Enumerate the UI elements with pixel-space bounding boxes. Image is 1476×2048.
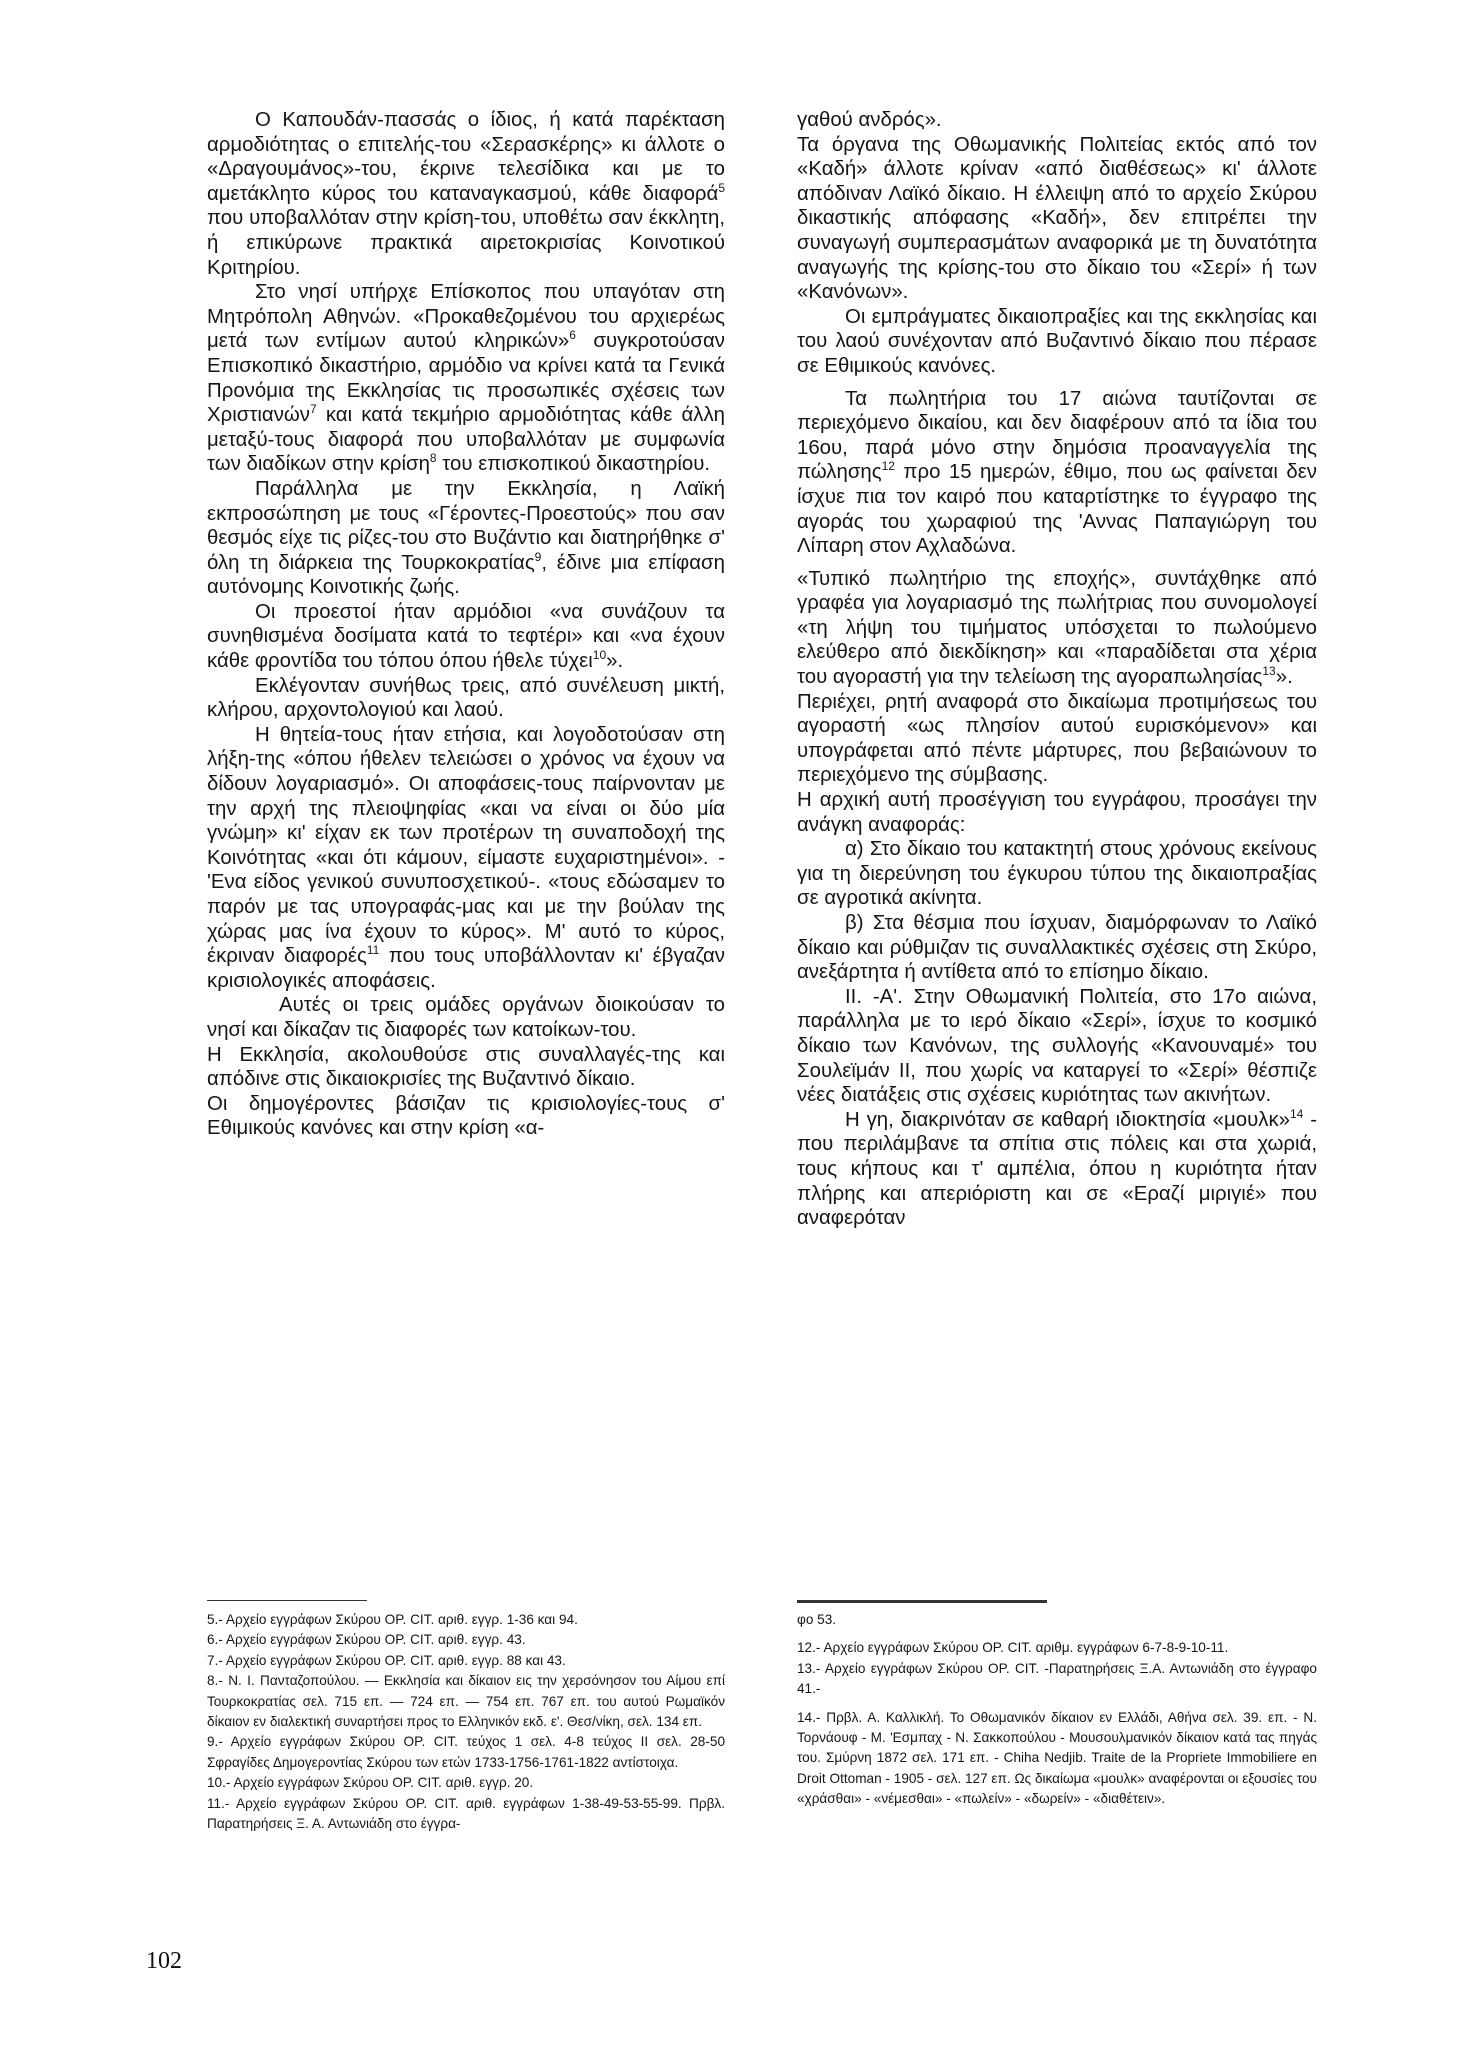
paragraph: Τα όργανα της Οθωμανικής Πολιτείας εκτός από τον «Καδή» άλλοτε κρίναν «από διαθέσεως» κι' άλλοτε απόδιναν Λαϊκό δίκαιο. Η έλλειψη από το αρχείο Σκύρου δικαστικής απόφασης «Καδή», δεν επιτρέπει την συναγωγή συμπερασμάτων αναφορικά με τη δυνατότητα αναγωγής της κρίσης-του στο δίκαιο του «Σερί» ή των «Κανόνων». <box>797 133 1317 304</box>
paragraph: Ο Καπουδάν-πασσάς ο ίδιος, ή κατά παρέκταση αρμοδιότητας ο επιτελής-του «Σερασκέρης» κι άλλοτε ο «Δραγουμάνος»-του, έκρινε τελεσίδικα και με το αμετάκλητο κύρος του καταναγκασμού, κάθε διαφορά$^5$ που υποβαλλόταν στην κρίση-του, υποθέτω σαν έκκλητη, ή επικύρωνε πρακτικά αιρετοκρισίας Κοινοτικού Κριτηρίου. <box>207 109 725 279</box>
paragraph: Οι εμπράγματες δικαιοπραξίες και της εκκλησίας και του λαού συνέχονταν από Βυζαντινό δίκαιο που πέρασε σε Εθιμικούς κανόνες. <box>797 305 1317 377</box>
footnote-divider <box>797 1600 1047 1603</box>
footnote: 10.- Αρχείο εγγράφων Σκύρου ΟΡ. CIT. αριθ. εγγρ. 20. <box>207 1775 534 1791</box>
paragraph: β) Στα θέσμια που ίσχυαν, διαμόρφωναν το Λαϊκό δίκαιο και ρύθμιζαν τις συναλλακτικές σχέσεις στη Σκύρο, ανεξάρτητα ή αντίθετα από το επίσημο δίκαιο. <box>797 912 1317 984</box>
paragraph: Αυτές οι τρεις ομάδες οργάνων διοικούσαν το νησί και δίκαζαν τις διαφορές των κατοίκων-του. <box>207 994 725 1041</box>
left-column <box>207 108 725 1141</box>
footnote: 5.- Αρχείο εγγράφων Σκύρου ΟΡ. CIT. αριθ. εγγρ. 1-36 και 94. <box>207 1612 578 1627</box>
footnote: 7.- Αρχείο εγγράφων Σκύρου ΟΡ. CIT. αριθ. εγγρ. 88 και 43. <box>207 1652 566 1668</box>
paragraph: Οι δημογέροντες βάσιζαν τις κρισιολογίες-τους σ' Εθιμικούς κανόνες και στην κρίση «α- <box>207 1092 725 1140</box>
paragraph: ΙΙ. -Α'. Στην Οθωμανική Πολιτεία, στο 17ο αιώνα, παράλληλα με το ιερό δίκαιο «Σερί», ίσχυε το κοσμικό δίκαιο των Κανόνων, της συλλογής «Κανουναμέ» του Σουλεϊμάν ΙΙ, που χωρίς να καταργεί το «Σερί» θέσπιζε νέες διατάξεις στις σχέσεις κυριότητας των ακινήτων. <box>797 985 1317 1107</box>
footnote: 13.- Αρχείο εγγράφων Σκύρου ΟΡ. CIT. -Παρατηρήσεις Ξ.Α. Αντωνιάδη στο έγγραφο 41.- <box>797 1660 1317 1697</box>
footnotes-left <box>207 1610 725 1834</box>
page-number: 102 <box>146 1948 182 1974</box>
paragraph: Περιέχει, ρητή αναφορά στο δικαίωμα προτιμήσεως του αγοραστή «ως πλησίον αυτού ευρισκόμενον» και υπογράφεται από πέντε μάρτυρες, που βεβαιώνουν το περιεχόμενο της σύμβασης. <box>797 690 1317 787</box>
footnote: 12.- Αρχείο εγγράφων Σκύρου ΟΡ. CIT. αριθμ. εγγράφων 6-7-8-9-10-11. <box>797 1640 1229 1656</box>
paragraph: α) Στο δίκαιο του κατακτητή στους χρόνους εκείνους για τη διερεύνηση του έγκυρου τύπου της δικαιοπραξίας σε αγροτικά ακίνητα. <box>797 838 1317 910</box>
footnote: 11.- Αρχείο εγγράφων Σκύρου ΟΡ. CIT. αριθ. εγγράφων 1-38-49-53-55-99. Πρβλ. Παρατηρήσεις Ξ. Α. Αντωνιάδη στο έγγρα- <box>207 1795 725 1832</box>
footnote-divider <box>207 1600 367 1601</box>
footnotes-right <box>797 1610 1317 1810</box>
footnote: 6.- Αρχείο εγγράφων Σκύρου ΟΡ. CIT. αριθ. εγγρ. 43. <box>207 1632 526 1648</box>
paragraph: Η αρχική αυτή προσέγγιση του εγγράφου, προσάγει την ανάγκη αναφοράς: <box>797 789 1317 836</box>
paragraph: Παράλληλα με την Εκκλησία, η Λαϊκή εκπροσώπηση με τους «Γέροντες-Προεστούς» που σαν θεσμός είχε τις ρίζες-του στο Βυζάντιο και διατηρήθηκε σ' όλη τη διάρκεια της Τουρκοκρατίας$^9$, έδινε μια επίφαση αυτόνομης Κοινοτικής ζωής. <box>207 477 725 599</box>
paragraph: Η θητεία-τους ήταν ετήσια, και λογοδοτούσαν στη λήξη-της «όπου ήθελεν τελειώσει ο χρόνος να έχουν να δίδουν λογαριασμό». Οι αποφάσεις-τους παίρνονταν με την αρχή της πλειοψηφίας «και να είναι οι δύο μία γνώμη» κι' είχαν εκ των προτέρων τη συναποδοχή της Κοινότητας «και ότι κάμουν, είμαστε ευχαριστημένοι». - 'Ενα είδος γενικού συνυποσχετικού-. «τους εδώσαμεν το παρόν με τας υπογραφάς-μας και με την βούλαν της χώρας μας ίνα έχουν το κύρος». Μ' αυτό το κύρος, έκριναν διαφορές$^{11}$ που τους υποβάλλονταν κι' έβγαζαν κρισιολογικές αποφάσεις. <box>207 723 725 992</box>
paragraph: Η Εκκλησία, ακολουθούσε στις συναλλαγές-της και απόδινε στις δικαιοκρισίες της Βυζαντινό δίκαιο. <box>207 1043 725 1091</box>
paragraph: Τα πωλητήρια του 17 αιώνα ταυτίζονται σε περιεχόμενο δικαίου, και δεν διαφέρουν από τα ίδια του 16ου, παρά μόνο στην δημόσια προαναγγελία της πώλησης$^{12}$ προ 15 ημερών, έθιμο, που ως φαίνεται δεν ίσχυε πια τον καιρό που καταρτίστηκε το έγγραφο της αγοράς του χωραφιού της 'Αννας Παπαγιώργη του Λίπαρη στον Αχλαδώνα. <box>797 387 1317 558</box>
paragraph: Στο νησί υπήρχε Επίσκοπος που υπαγόταν στη Μητρόπολη Αθηνών. «Προκαθεζομένου του αρχιερέως μετά των εντίμων αυτού κληρικών»$^6$ συγκροτούσαν Επισκοπικό δικαστήριο, αρμόδιο να κρίνει κατά τα Γενικά Προνόμια της Εκκλησίας τις προσωπικές σχέσεις των Χριστιανών$^7$ και κατά τεκμήριο αρμοδιότητας κάθε άλλη μεταξύ-τους διαφορά που υποβαλλόταν με συμφωνία των διαδίκων στην κρίση$^8$ του επισκοπικού δικαστηρίου. <box>207 281 725 476</box>
footnote: φο 53. <box>797 1612 837 1627</box>
paragraph: Εκλέγονταν συνήθως τρεις, από συνέλευση μικτή, κλήρου, αρχοντολογιού και λαού. <box>207 674 725 722</box>
footnote: 9.- Αρχείο εγγράφων Σκύρου ΟΡ. CIT. τεύχος 1 σελ. 4-8 τεύχος ΙΙ σελ. 28-50 Σφραγίδες Δημογεροντίας Σκύρου των ετών 1733-1756-1761-1822 αντίστοιχα. <box>207 1734 725 1770</box>
paragraph: «Τυπικό πωλητήριο της εποχής», συντάχθηκε από γραφέα για λογαριασμό της πωλήτριας που συνομολογεί «τη λήψη του τιμήματος υπόσχεται το πωλούμενο ελεύθερο από διεκδίκηση» και «παραδίδεται στα χέρια του αγοραστή για την τελείωση της αγοραπωλησίας$^{13}$». <box>797 567 1317 689</box>
right-column <box>797 108 1317 1231</box>
paragraph: Οι προεστοί ήταν αρμόδιοι «να συνάζουν τα συνηθισμένα δοσίματα κατά το τεφτέρι» και «να έχουν κάθε φροντίδα του τόπου όπου ήθελε τύχει$^{10}$». <box>207 600 725 673</box>
footnote: 8.- Ν. Ι. Πανταζοπούλου. — Εκκλησία και δίκαιον εις την χερσόνησον του Αίμου επί Τουρκοκρατίας σελ. 715 επ. — 724 επ. — 754 επ. 767 επ. του αυτού Ρωμαϊκόν δίκαιον εν διαλεκτική συναρτήσει προς το Ελληνικόν εκδ. ε'. Θεσ/νίκη, σελ. 134 επ. <box>207 1673 725 1730</box>
paragraph: Η γη, διακρινόταν σε καθαρή ιδιοκτησία «μουλκ»$^{14}$ - που περιλάμβανε τα σπίτια στις πόλεις και στα χωριά, τους κήπους και τ' αμπέλια, όπου η κυριότητα ήταν πλήρης και απεριόριστη και σε «Εραζί μιριγιέ» που αναφερόταν <box>797 1106 1317 1230</box>
footnote: 14.- Πρβλ. Α. Καλλικλή. Το Οθωμανικόν δίκαιον εν Ελλάδι, Αθήνα σελ. 39. επ. - Ν. Τορνάουφ - Μ. 'Εσμπαχ - Ν. Σακκοπούλου - Μουσουλμανικόν δίκαιον κατά τας πηγάς του. Σμύρνη 1872 σελ. 171 επ. - Chiha Nedjib. Traite de la Propriete Immobiliere en Droit Ottoman - 1905 - σελ. 127 επ. Ως δικαίωμα «μουλκ» αναφέρονται οι εξουσίες του «χράσθαι» - «νέμεσθαι» - «πωλείν» - «δωρείν» - «διαθέτειν». <box>797 1709 1317 1807</box>
paragraph: γαθού ανδρός». <box>797 109 942 131</box>
